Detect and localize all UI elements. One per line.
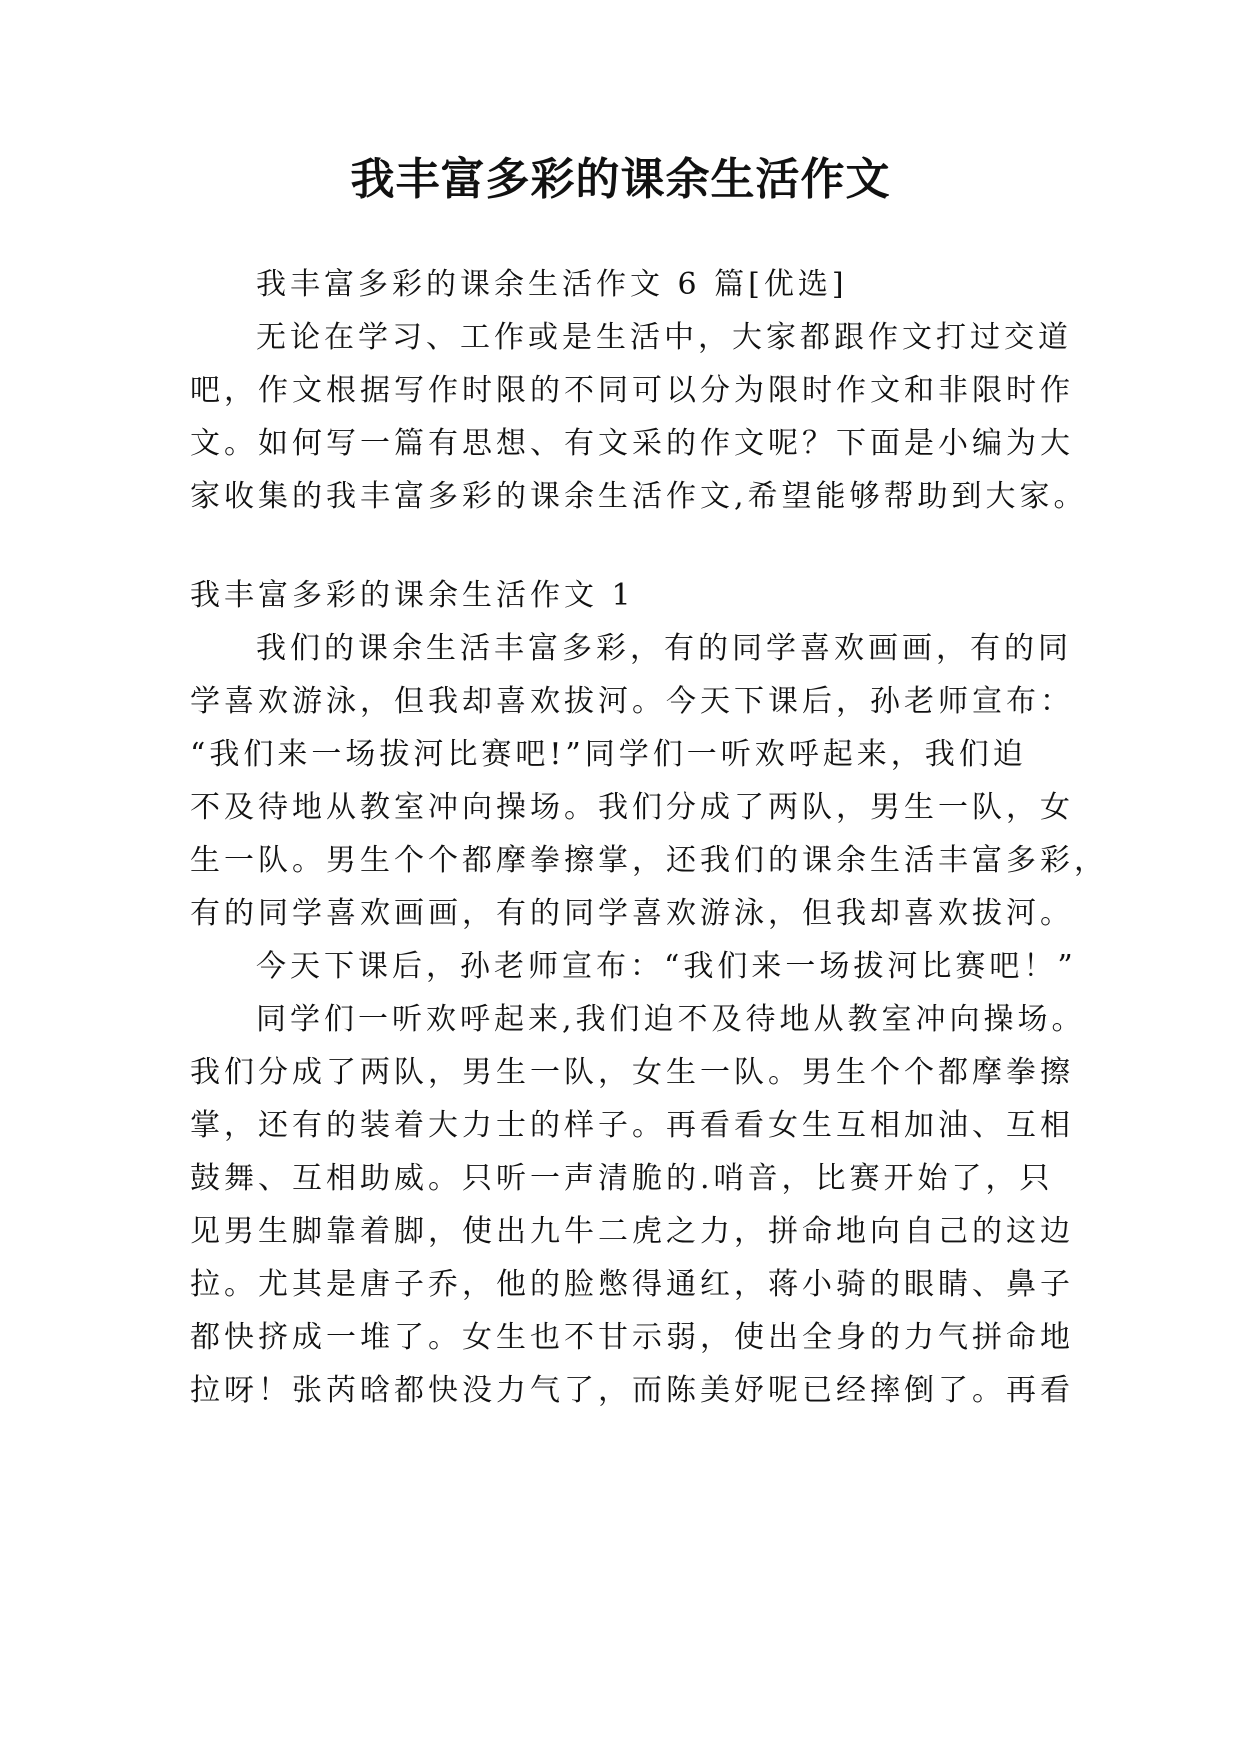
text-line: 见男生脚靠着脚，使出九牛二虎之力，拼命地向自己的这边 xyxy=(190,1214,1074,1249)
text-line: 不及待地从教室冲向操场。我们分成了两队，男生一队，女 xyxy=(190,790,1074,825)
text-line: 同学们一听欢呼起来,我们迫不及待地从教室冲向操场。 xyxy=(256,1002,1086,1037)
text-line: 今天下课后，孙老师宣布：“我们来一场拔河比赛吧！” xyxy=(256,949,1077,984)
section-heading: 我丰富多彩的课余生活作文 1 xyxy=(190,578,635,613)
text-line: 文。如何写一篇有思想、有文采的作文呢？下面是小编为大 xyxy=(190,426,1074,461)
text-line: 家收集的我丰富多彩的课余生活作文,希望能够帮助到大家。 xyxy=(190,479,1088,514)
text-line: 鼓舞、互相助威。只听一声清脆的.哨音，比赛开始了，只 xyxy=(190,1161,1054,1196)
text-line: 吧，作文根据写作时限的不同可以分为限时作文和非限时作 xyxy=(190,373,1074,408)
text-line: 都快挤成一堆了。女生也不甘示弱，使出全身的力气拼命地 xyxy=(190,1320,1074,1355)
document-title: 我丰富多彩的课余生活作文 xyxy=(350,154,891,205)
text-line: “我们来一场拔河比赛吧!”同学们一听欢呼起来，我们迫 xyxy=(190,737,1027,772)
text-line: 我们的课余生活丰富多彩，有的同学喜欢画画，有的同 xyxy=(256,631,1072,666)
text-line: 有的同学喜欢画画，有的同学喜欢游泳，但我却喜欢拔河。 xyxy=(190,896,1074,931)
text-line: 无论在学习、工作或是生活中，大家都跟作文打过交道 xyxy=(256,320,1072,355)
text-line: 拉。尤其是唐子乔，他的脸憋得通红，蒋小骑的眼睛、鼻子 xyxy=(190,1267,1074,1302)
text-line: 拉呀！张芮晗都快没力气了，而陈美妤呢已经摔倒了。再看 xyxy=(190,1373,1074,1408)
subtitle-line: 我丰富多彩的课余生活作文 6 篇[优选] xyxy=(256,267,848,302)
text-line: 掌，还有的装着大力士的样子。再看看女生互相加油、互相 xyxy=(190,1108,1074,1143)
text-line: 学喜欢游泳，但我却喜欢拔河。今天下课后，孙老师宣布： xyxy=(190,684,1074,719)
text-line: 我们分成了两队，男生一队，女生一队。男生个个都摩拳擦 xyxy=(190,1055,1074,1090)
text-line: 生一队。男生个个都摩拳擦掌，还我们的课余生活丰富多彩， xyxy=(190,843,1108,878)
